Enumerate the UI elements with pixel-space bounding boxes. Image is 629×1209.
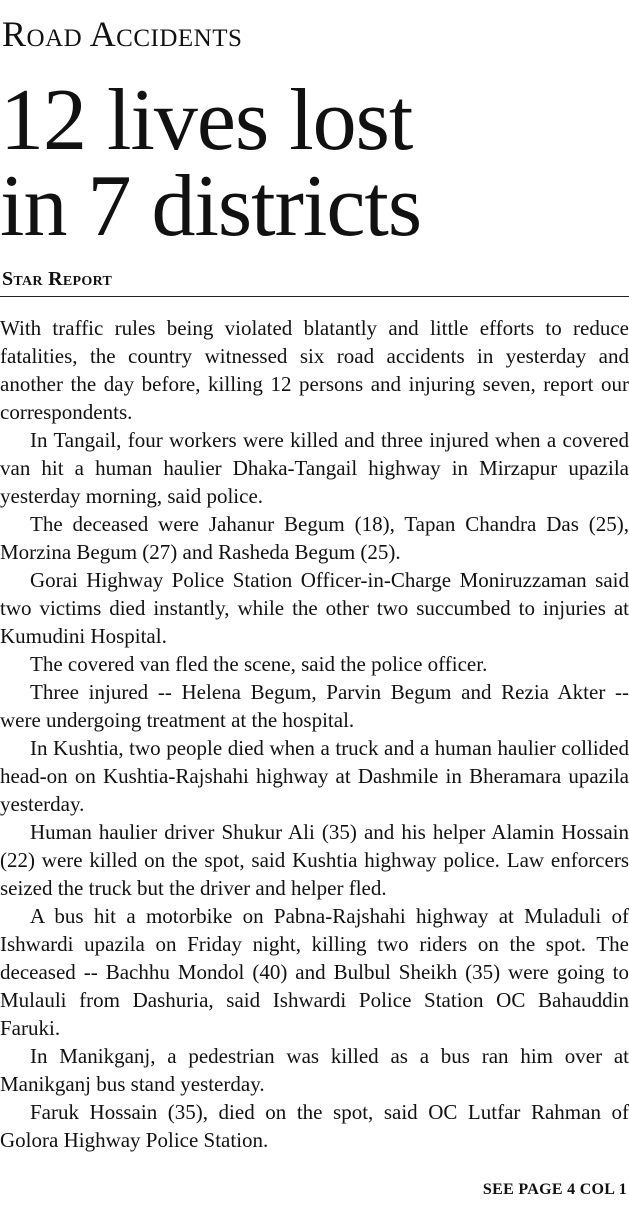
paragraph: The covered van fled the scene, said the police officer. <box>30 652 488 676</box>
paragraph: In Manikganj, a pedestrian was killed as a bus ran him over at Manikganj bus stand yesterday. <box>0 1044 629 1096</box>
paragraph: In Tangail, four workers were killed and three injured when a covered van hit a human haulier Dhaka-Tangail highway in Mirzapur upazila yesterday morning, said police. <box>0 428 629 508</box>
paragraph: Gorai Highway Police Station Officer-in-Charge Moniruzzaman said two victims died instantly, while the other two succumbed to injuries at Kumudini Hospital. <box>0 568 629 648</box>
byline: Star Report <box>2 268 113 290</box>
byline-divider <box>0 296 629 297</box>
paragraph: Three injured -- Helena Begum, Parvin Begum and Rezia Akter -- were undergoing treatment at the hospital. <box>0 680 629 732</box>
paragraph: With traffic rules being violated blatantly and little efforts to reduce fatalities, the country witnessed six road accidents in yesterday and another the day before, killing 12 persons and injuring seven, report our correspondents. <box>0 316 629 424</box>
headline-line-2: in 7 districts <box>0 158 422 255</box>
paragraph: A bus hit a motorbike on Pabna-Rajshahi highway at Muladuli of Ishwardi upazila on Friday night, killing two riders on the spot. The deceased -- Bachhu Mondol (40) and Bulbul Sheikh (35) were going to Mulauli from Dashuria, said Ishwardi Police Station OC Bahauddin Faruki. <box>0 904 629 1040</box>
article-body <box>0 314 629 1154</box>
paragraph: The deceased were Jahanur Begum (18), Tapan Chandra Das (25), Morzina Begum (27) and Rasheda Begum (25). <box>0 512 629 564</box>
headline <box>0 72 629 255</box>
paragraph: Faruk Hossain (35), died on the spot, said OC Lutfar Rahman of Golora Highway Police Station. <box>0 1100 629 1152</box>
paragraph: In Kushtia, two people died when a truck and a human haulier collided head-on on Kushtia-Rajshahi highway at Dashmile in Bheramara upazila yesterday. <box>0 736 629 816</box>
headline-line-1: 12 lives lost <box>0 72 413 169</box>
paragraph: Human haulier driver Shukur Ali (35) and his helper Alamin Hossain (22) were killed on the spot, said Kushtia highway police. Law enforcers seized the truck but the driver and helper fled. <box>0 820 629 900</box>
continuation-jump-line[interactable]: SEE PAGE 4 COL 1 <box>482 1181 627 1198</box>
section-kicker: Road Accidents <box>2 14 243 54</box>
